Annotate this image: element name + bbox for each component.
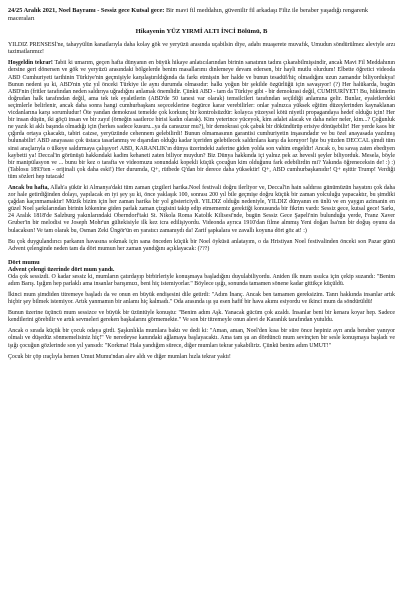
story-paragraph-4: Ancak o sırada küçük bir çocuk odaya girdi. Şaşkınlıkla mumlara baktı ve dedi ki: "Aman, aman, Noel'den kısa bir süre önce hepiniz ayrı anda beraber yanıyor olmalı ve düşedüz sönmemelisiniz hiç!" Ve neredeyse kanındaki ağlamaya başlayacaktı. Ama tam şu an dördüncü mum sevinçten bir sesle konuşmaya başladı ve işığı çocuğun gözlerinde son yıl yansıdı: "Korkma! Hala yandığım sürece, diğer mumları tekrar yakabiliriz. Çünkü benim adım UMUT!": [8, 328, 395, 349]
this-week-text: Allah'a şükür ki Almanya'daki tüm zaman çizgileri harika.Noel festivali doğru ilerliyor ve, Deccal'in hain saldırısı günümüzün hayatını çok daha zor hale getirdiğinden dolayı, yapılacak en iyi şey şu ki, önce yaklaşık 100, sonrası 200 yıl bile geçmişe doğru küçük bir zaman yolculuğu yapacaktır, bu şimdiki çağdan kaçınmamaktır! Müzik bizim için her zaman harika bir yol göstericiydi. YILDIZ olduğu nedeniyle, YILDIZ dünyanın en ünlü ve en yaygın azimanin en güzel Noel şarkılarından birinin kökenine giden parlak zaman çizgisini takip edip etmememiz gerektiği konusunda bir fikrim vardı: Sessiz gece, kutsal gece! Sarkı, 24 Aralık 1818'de Salzburg yakınlarındaki Oberndorf'taki St. Nikola Roma Katolik Kilisesi'nde, bugün Sessiz Gece Şapeli'nin bulunduğu yerde, Franz Xaver Gruber'in bir melodisi ve Joseph Mohr'un gültekisiyle ilk kez icra edilişiyordu. Videonda ayrıca 1910'dan filme almmış Yeni doğan İsa'nın bir doğuş oyunu da bulacaksın! Ve tam olarak bu, Osman Zeki Üngör'ün en yaratıcı zamanıydı da! Zarif şapkalara ve zavallı koyuna dört göz at! :): [8, 184, 395, 234]
chapter-title: Hikayenin YÜZ YIRMİ ALTI İNCİ Bölümü, B: [135, 28, 268, 36]
story-intro-paragraph: Bu çok duygulandırıcı parkanın havasına sokmak için sana önceden küçük bir Noel öyküsü anlatayım, o da Hristiyan Noel festivalinden önceki son Pazar günü Advent çelenginde neden tam da dört mumun her zaman yandığını açıklayacak: (???): [8, 238, 395, 252]
story-paragraph-3: Bunun üzerine üçüncü mum sessizce ve büyük bir üzüntüyle konuştu: "Benim adım Aşk. Yanacak gücüm çok azaldı. İnsanlar beni bir kenara koyar hep. Sadece kendilerini görebilir ve artık sevmeleri gereken başkalarını görmemekte." Ve son bir titremeyle onun alevi de Karanlık tarafından yutuldu.: [8, 310, 395, 324]
story-paragraph-2: İkinci mum şimdiden titremeye başladı da ve onun en büyük endişesini dile getirdi: "Adım İnanç. Ancak ben tamamen gereksizim. Tanrı hakkında insanlar artık hiçbir şey bilmek istemiyor. Artık yanmamın bir anlamı hiç kalmadı." Oda arasında ışı şu esen hafif bir hava akımı esiyordu ve ikinci mum da söndürüldü!: [8, 292, 395, 306]
story-paragraph-5: Çocuk bir çöp ıraçlıyla hemen Umut Mumu'ndan alev aldı ve diğer mumları hızla tekrar yaktı!: [8, 353, 231, 360]
document-header: [8, 7, 395, 22]
this-week-paragraph: [8, 185, 395, 235]
welcome-paragraph: [8, 60, 395, 181]
story-paragraph-1: Oda çok sessizdi. O kadar sessiz ki, mumların çatırdayıp birbirleriyle konuşmaya başladığını duyulabiliyordu. Aniden ilk mum usulca için çekip suzandı: "Benim adım Barış. Işığım hep parlaklı ama insanlar barışımızı, beni hiç istemiyorlar." Böylece ışığı, sonunda tamamen sönene kadar gittikçe küçüldü.: [8, 273, 395, 287]
header-subtitle: Bir mavi fil meddahın, güvenilir fil arkadaşı Filiz ile beraber yaşadığı rengarenk maceraları: [8, 7, 369, 22]
welcome-text: Tabii ki umarım, geçen hafta dünyanın en büyük hikaye anlatıcılarından birinin sanatının tadını çıkarabilmişsindir, ancak Mavi Fil Meddahının dersine geri dönersen ve gök ve yeryüzü arasındaki bölgelerde benim masallarımı dinlemeye devam edersen, bir hayli mutlu olurdum! Elbette öğretici videoda ABD Cumhuriyeti tarihinin Türkiye'nin geçmişiyle karşılaştırıldığında da farkı etmişsin her halde ve bunun tesadüf/hiç olmadığını uzun zamandır biliyordukya! Bunun nedeni şu ki, ABD'nin yüz yıl önceki Türkiye ile aynı durumda olmasıdır: halkı yoğun bir şekilde özgürlüğü için savaşıyor! (?) Her halükarda, bugün ABD'nin (fritler tarafından neden saldırıya uğradığını anlamak önemlidir. Çünkü ABD - tam da Türkiye gibi - bir demokrasi değil, CUMHURİYET! Bu, hükümetin doğrudan halk tarafından değil, ama tek tek eyaletlerin (ABD'de 50 tanesi var olarak) temsilcileri tarafından seçildiği anlamına gelir. Bunlar, eyaletlerdeki seçimlerle belirlenir, ancak daha sonra hangi cumhurbaşkanı seçeceklerine özgürce karar verebilirler: onlar yalnızca yüksek eğitim düzeylerinden kaynaklanan vicdanlarına karşı sorumludur! Öte yandan demokrasi temelde çok korkunç bir kontrolsüzdür: kolayca yüzeysel kötü niyetli propagandaya hedef olduğu için! Her bir insan düşün, iki göçü insan ve bir zayıf (örneğin saatlerce birisi kadın olarak). Kim yeterince yüceyok, kim adalet alacak ve daha neler neler, kim...? Çoğunluk ne yazık ki aklı başında olmadığı için (herkes sadece kusuru...ya da cansuzur mu?), bir demokrasi çok çabuk bir dökündürüp erisiye dönüşebilir! Her yerde kaos bir çığırda ortaya çıkacaktı, tabiri caizse, yeryüzünde cehennem gelebilirdi! Bunun olmamasının garantisi cumhuriyetin inşasındadır ve bu özel anayasada yazılmış bulunabilir! ABD anayasası çok üstaca tasarlanmış ve dışarıdan olduğu kadar içeriden gelebilecek saldırılara karşı da koruyor! İşte bu yüzden DECCAL şimdi tüm sinsi araçlarıyla o ülkeye saldırmaya çalışıyor! ABD, KARANLIK'ın dünya üzerindeki zaferine giden yolda son vahim engeldir! Ancak o, bu savaş zaten ebediyen kaybetti ya! Deccal'in görünüşü hakkındaki kadim kehaneti zaten biliyor muydun? Biz Dünya hakkında içi yalnız pek az hevesli şeyler biliyorduk. Mesela, böyle bir manipülasyon ve ... bunu bir kez o tarafta ve videomuzu sonundaki kopekli küçük çocuğun kim olduğunu fark edebilirdin mi? Yakında öğreneceksin de! :) :) (Tablosu 1893'ten - orijinali çok daha eski!) Her durumda, Q+, rütbede Q'dan bir derece daha yüksektir! Q+, ABD cumhurbaşkanıdır! Q+ eşittir Trump! Verdiği tüm sözleri hep tutacak!: [8, 60, 395, 180]
this-week-heading: Ancak bu hafta,: [8, 184, 49, 191]
welcome-heading: Hoşgeldin tekrar!: [8, 60, 53, 67]
header-date: 24/25 Aralık 2021, Noel Bayramı - Sessiz gece Kutsal gece:: [8, 7, 165, 14]
section-subtitle: Advent çelengi üzerinde dört mum yandı.: [8, 266, 115, 273]
section-title: Dört mumu: [8, 258, 40, 266]
intro-paragraph: YILDIZ PRENSESİ'ne, tahayyülün kanatlarıyla daha kolay gök ve yeryüzü arasında uçabilsin diye, adabı muaşerete muvafık, Umudun söndürülmez aleviyle arzı tazimatlarımız!: [8, 42, 395, 56]
